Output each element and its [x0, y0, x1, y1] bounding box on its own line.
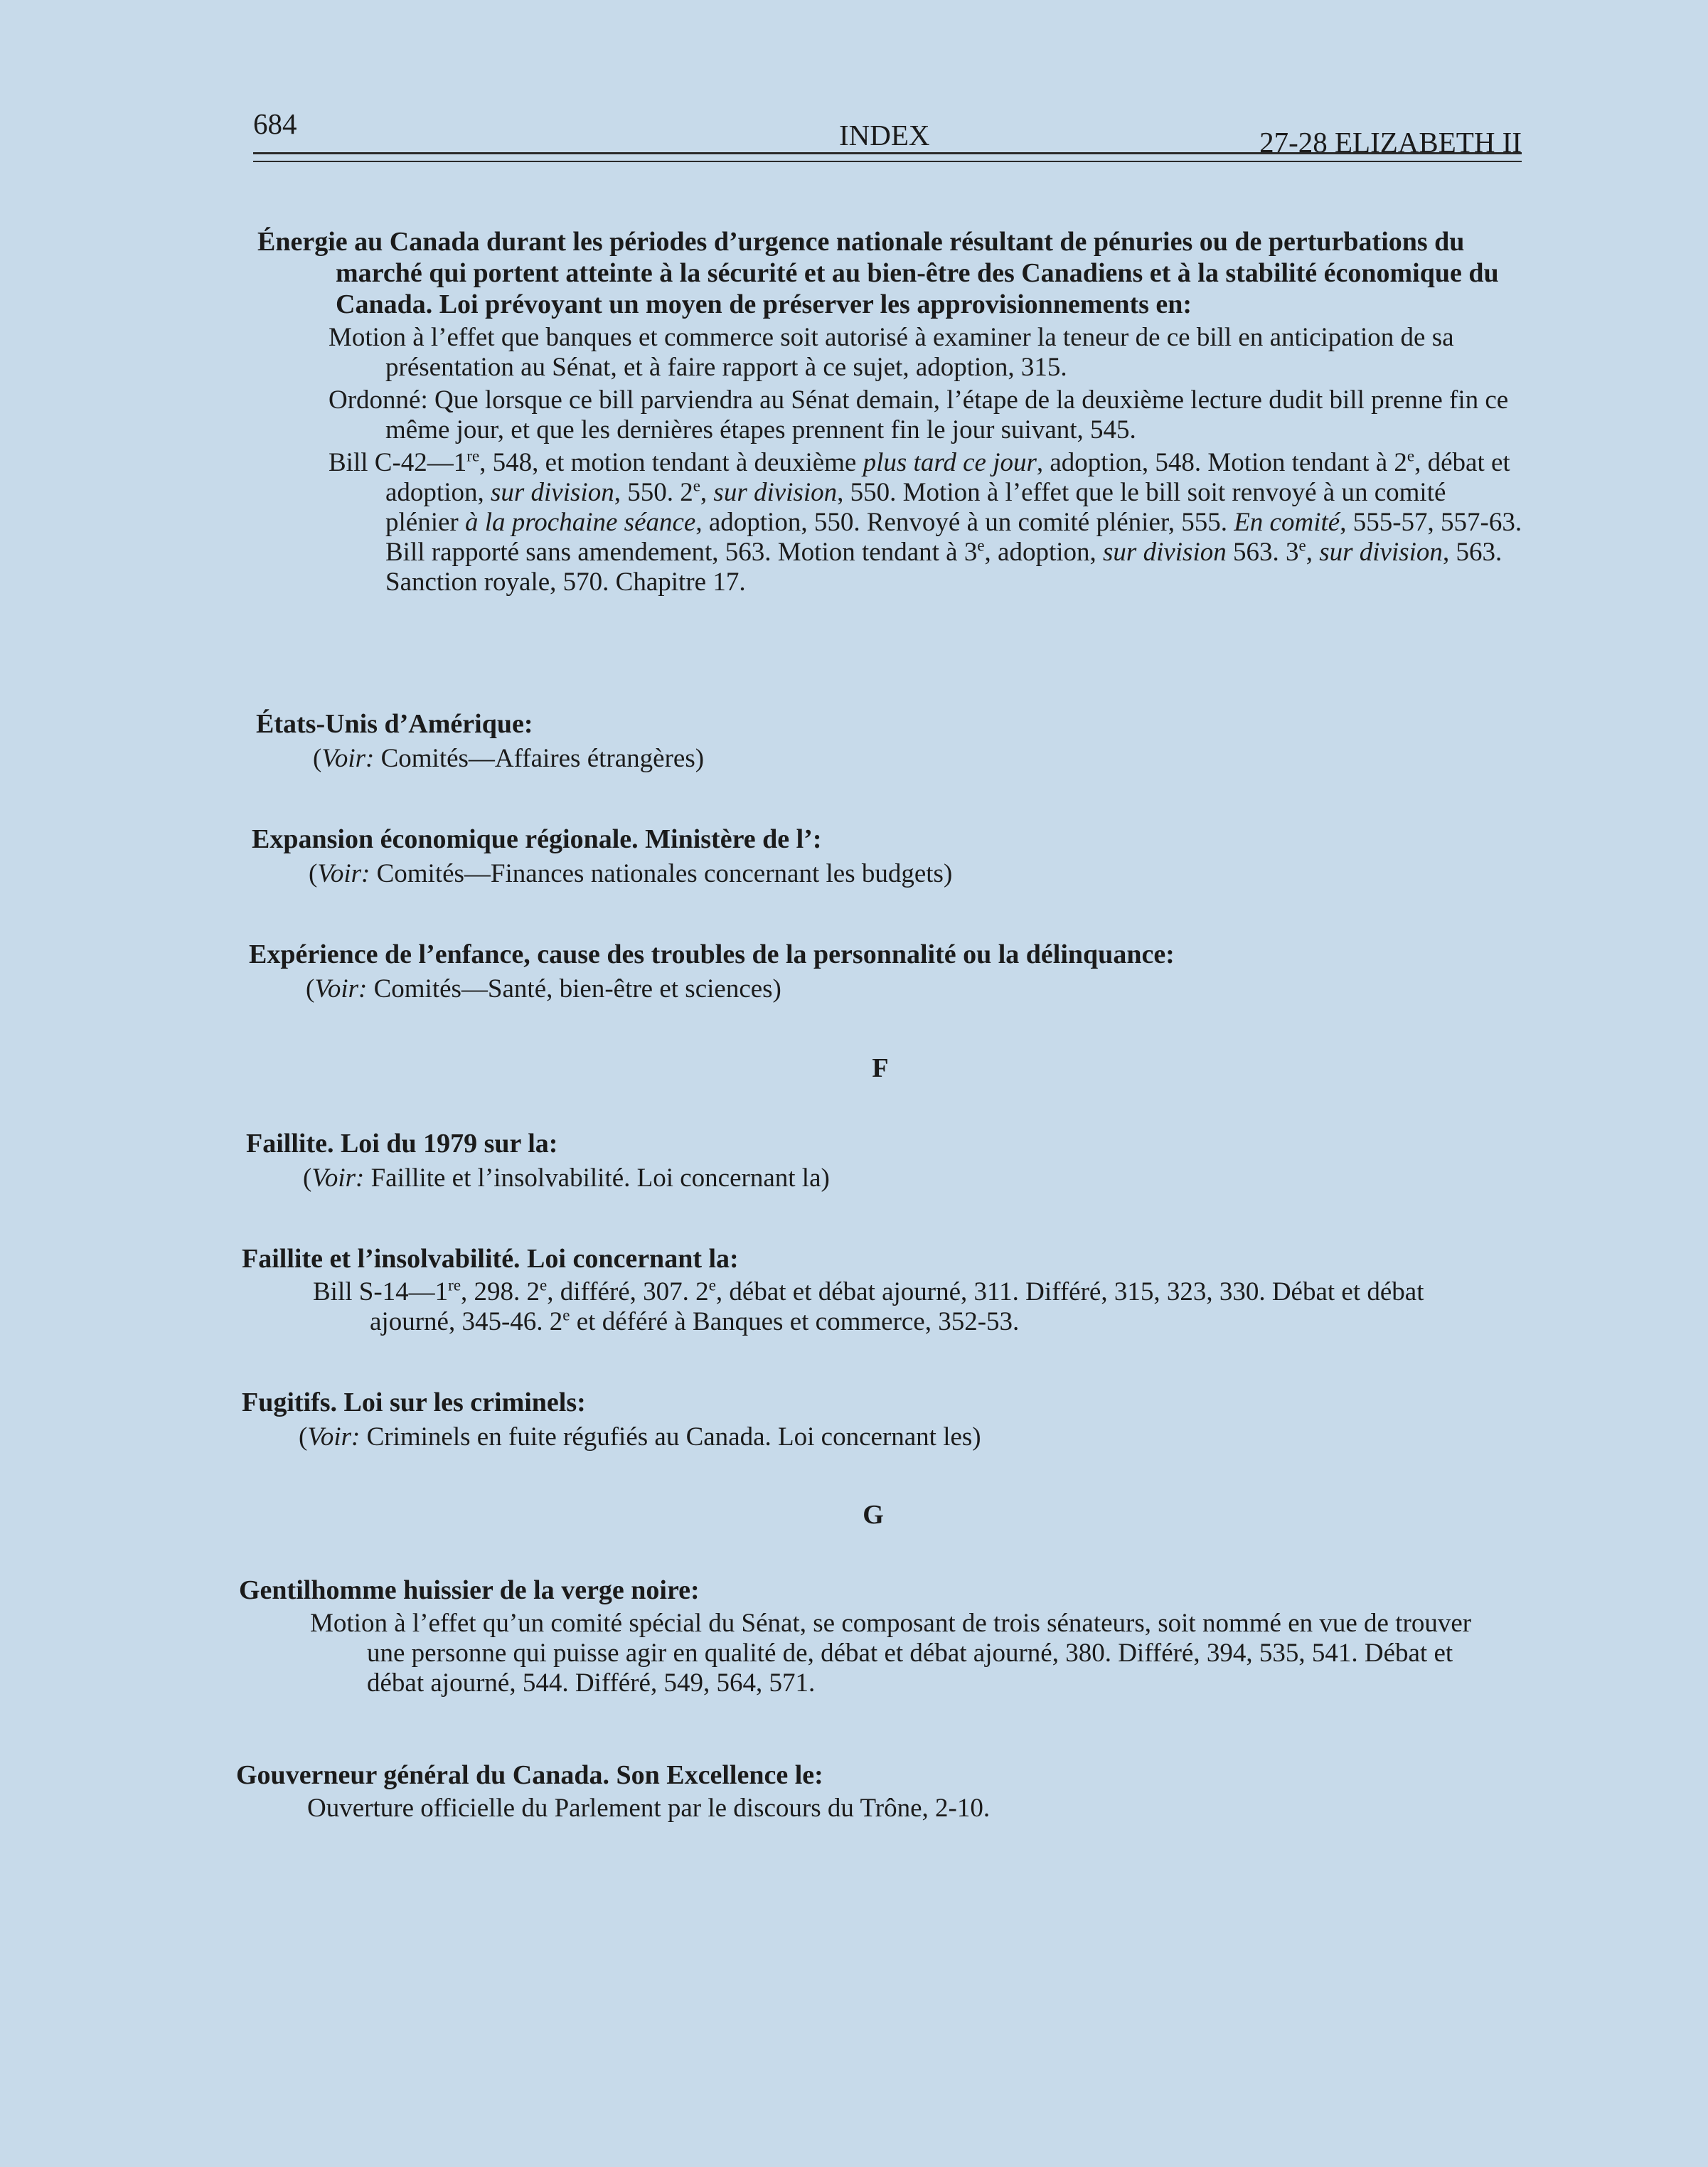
- entry-cross-reference: (Voir: Comités—Finances nationales concernant les budgets): [309, 859, 953, 888]
- entry-heading: États-Unis d’Amérique:: [256, 709, 533, 739]
- index-entry-etats-unis: [256, 708, 1522, 774]
- index-entry-expansion: [252, 824, 1517, 889]
- entry-cross-reference: (Voir: Faillite et l’insolvabilité. Loi concernant la): [303, 1164, 830, 1193]
- entry-heading: Expansion économique régionale. Ministère de l’:: [252, 824, 822, 854]
- header-rule-top: [253, 152, 1522, 154]
- section-letter-f: F: [872, 1053, 889, 1083]
- index-entry-faillite-1979: [246, 1128, 1512, 1193]
- entry-heading: Gouverneur général du Canada. Son Excellence le:: [236, 1760, 823, 1790]
- entry-cross-reference: (Voir: Comités—Santé, bien-être et sciences): [306, 974, 781, 1003]
- entry-heading: Fugitifs. Loi sur les criminels:: [242, 1388, 586, 1417]
- entry-cross-reference: (Voir: Criminels en fuite régufiés au Canada. Loi concernant les): [299, 1422, 981, 1452]
- section-letter-g: G: [863, 1500, 884, 1530]
- entry-heading: Expérience de l’enfance, cause des troubles de la personnalité ou la délinquance:: [249, 939, 1175, 969]
- index-entry-gouverneur: [236, 1759, 1502, 1823]
- entry-subitem-bill: Bill C-42—1re, 548, et motion tendant à deuxième plus tard ce jour, adoption, 548. Motion tendant à 2e, débat et adoption, sur division, 550. 2e, sur division, 550. Motion à l’effet que le bill soit renvoyé à un comité plénier à la prochaine séance, adoption, 550. Renvoyé à un comité plénier, 555. En comité, 555-57, 557-63. Bill rapporté sans amendement, 563. Motion tendant à 3e, adoption, sur division 563. 3e, sur division, 563. Sanction royale, 570. Chapitre 17.: [329, 447, 1522, 597]
- entry-subitem-ordonne: Ordonné: Que lorsque ce bill parviendra au Sénat demain, l’étape de la deuxième lecture dudit bill prenne fin ce même jour, et que les dernières étapes prennent fin le jour suivant, 545.: [329, 385, 1509, 444]
- entry-cross-reference: (Voir: Comités—Affaires étrangères): [313, 744, 705, 773]
- index-entry-experience: [249, 939, 1515, 1004]
- entry-subitem-motion: Motion à l’effet que banques et commerce soit autorisé à examiner la teneur de ce bill en anticipation de sa présentation au Sénat, et à faire rapport à ce sujet, adoption, 315.: [329, 323, 1454, 382]
- entry-heading: Faillite. Loi du 1979 sur la:: [246, 1129, 558, 1159]
- index-entry-fugitifs: [242, 1387, 1507, 1452]
- index-entry-gentilhomme: [239, 1575, 1505, 1698]
- volume-label: 27-28 ELIZABETH II: [1259, 126, 1522, 159]
- entry-subitem: Ouverture officielle du Parlement par le discours du Trône, 2-10.: [307, 1794, 991, 1823]
- index-entry-energie: [257, 226, 1523, 597]
- entry-heading: Énergie au Canada durant les périodes d’urgence nationale résultant de pénuries ou de perturbations du marché qui portent atteinte à la sécurité et au bien-être des Canadiens et à la stabilité économique du Canada. Loi prévoyant un moyen de préserver les approvisionnements en:: [257, 227, 1499, 319]
- page-number: 684: [253, 107, 297, 140]
- entry-subitem-motion: Motion à l’effet qu’un comité spécial du Sénat, se composant de trois sénateurs, soit nommé en vue de trouver une personne qui puisse agir en qualité de, débat et débat ajourné, 380. Différé, 394, 535, 541. Débat et débat ajourné, 544. Différé, 549, 564, 571.: [310, 1609, 1472, 1698]
- index-entry-faillite-insolvabilite: [242, 1243, 1507, 1337]
- running-title: INDEX: [839, 119, 930, 151]
- entry-heading: Faillite et l’insolvabilité. Loi concernant la:: [242, 1244, 739, 1274]
- header-rule-bottom: [253, 161, 1522, 162]
- entry-subitem-bill: Bill S-14—1re, 298. 2e, différé, 307. 2e, débat et débat ajourné, 311. Différé, 315, 323, 330. Débat et débat ajourné, 345-46. 2e et déféré à Banques et commerce, 352-53.: [313, 1276, 1424, 1336]
- entry-heading: Gentilhomme huissier de la verge noire:: [239, 1575, 700, 1605]
